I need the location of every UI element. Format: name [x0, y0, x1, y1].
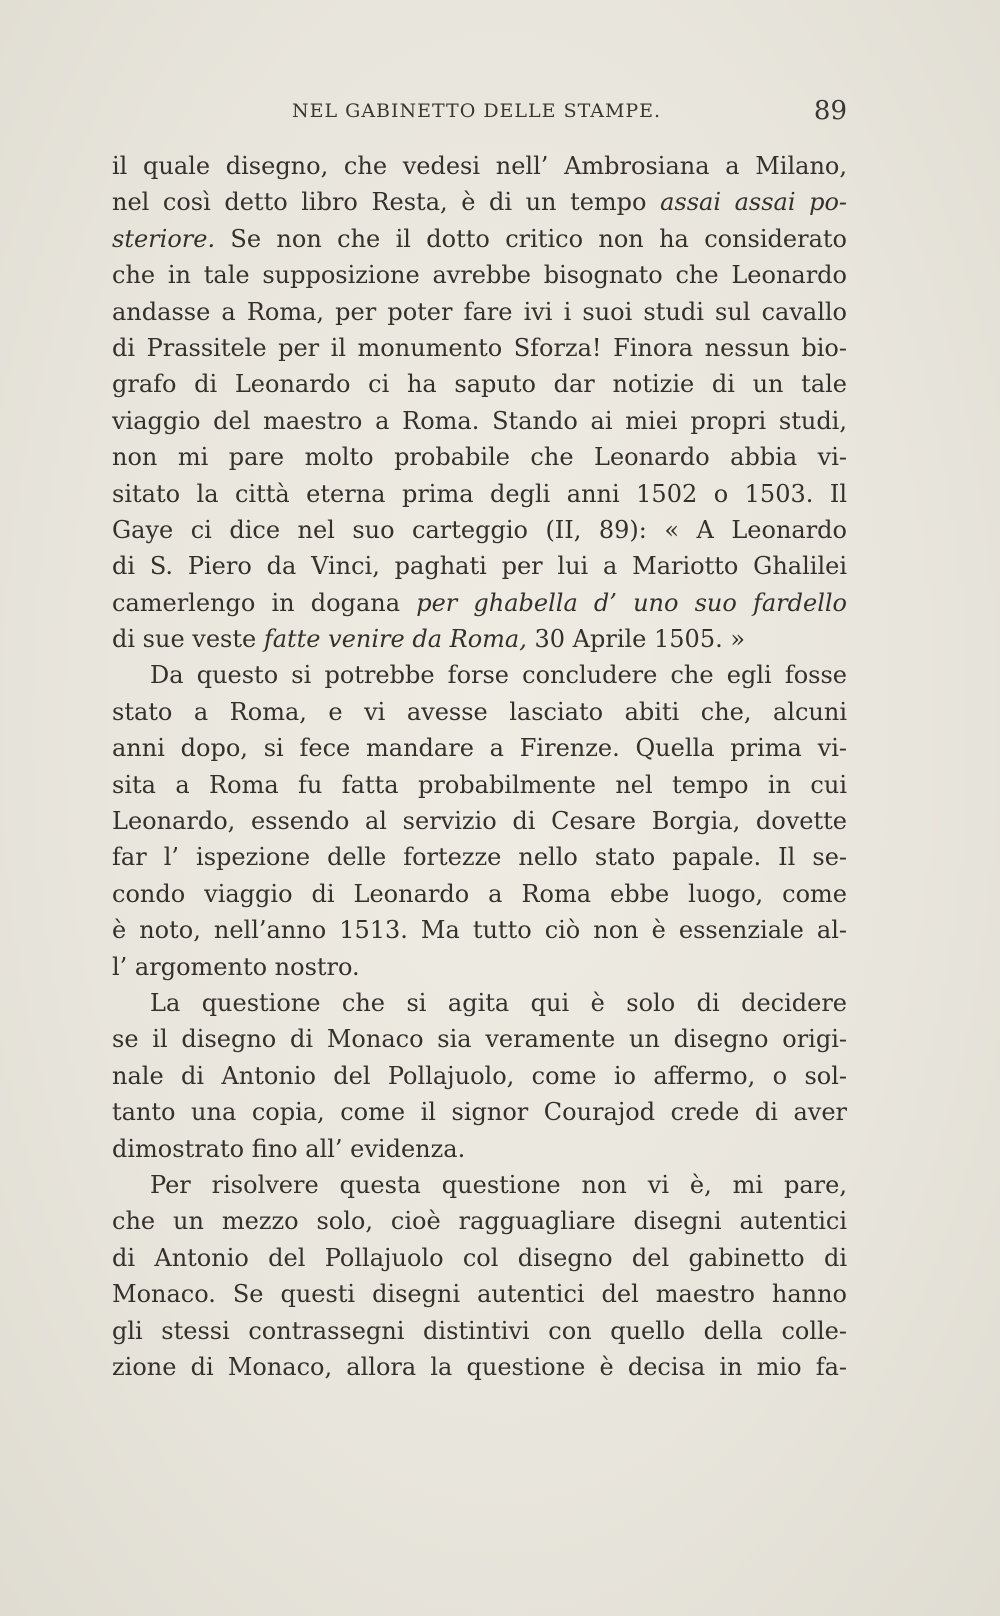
text-line: [112, 257, 847, 293]
text-line: [112, 839, 847, 875]
text-segment: anni dopo, si fece mandare a Firenze. Quella prima vi-: [112, 734, 847, 763]
text-segment: che in tale supposizione avrebbe bisognato che Leonardo: [112, 261, 847, 290]
text-line: [112, 657, 847, 693]
text-line: [112, 912, 847, 948]
running-head: NEL GABINETTO DELLE STAMPE.: [292, 100, 662, 122]
text-segment: se il disegno di Monaco sia veramente un disegno origi-: [112, 1025, 847, 1054]
text-line: [112, 876, 847, 912]
text-segment: sitato la città eterna prima degli anni 1502 o 1503. Il: [112, 479, 847, 508]
text-line: [112, 366, 847, 402]
page-header: [112, 96, 847, 130]
text-segment: Gaye ci dice nel suo carteggio (II, 89): « A Leonardo: [112, 515, 847, 544]
text-segment: nale di Antonio del Pollajuolo, come io affermo, o sol-: [112, 1061, 847, 1090]
text-line: [112, 1203, 847, 1239]
text-line: [112, 330, 847, 366]
text-segment: viaggio del maestro a Roma. Stando ai miei propri studi,: [112, 406, 847, 435]
text-segment: tanto una copia, come il signor Courajod crede di aver: [112, 1098, 847, 1127]
text-line: [112, 621, 847, 657]
text-line: [112, 1021, 847, 1057]
text-segment: di sue veste: [112, 625, 264, 654]
italic-text: steriore.: [112, 224, 216, 253]
text-line: [112, 803, 847, 839]
italic-text: assai assai po-: [660, 188, 847, 217]
text-segment: di Antonio del Pollajuolo col disegno del gabinetto di: [112, 1243, 847, 1272]
text-segment: è noto, nell’anno 1513. Ma tutto ciò non è essenziale al-: [112, 916, 847, 945]
text-line: [112, 221, 847, 257]
text-line: [112, 1094, 847, 1130]
text-segment: La questione che si agita qui è solo di decidere: [150, 988, 847, 1017]
text-segment: stato a Roma, e vi avesse lasciato abiti che, alcuni: [112, 697, 847, 726]
text-segment: nel così detto libro Resta, è di un tempo: [112, 188, 661, 217]
text-line: [112, 1131, 847, 1167]
body-text: [112, 148, 847, 1385]
text-segment: andasse a Roma, per poter fare ivi i suoi studi sul cavallo: [112, 297, 847, 326]
text-segment: il quale disegno, che vedesi nell’ Ambrosiana a Milano,: [112, 152, 847, 180]
text-segment: far l’ ispezione delle fortezze nello stato papale. Il se-: [112, 843, 847, 872]
text-segment: 30 Aprile 1505. »: [526, 625, 746, 654]
text-line: [112, 585, 847, 621]
text-line: [112, 767, 847, 803]
text-line: [112, 1240, 847, 1276]
text-line: [112, 294, 847, 330]
text-segment: Monaco. Se questi disegni autentici del maestro hanno: [112, 1280, 847, 1309]
text-line: [112, 512, 847, 548]
text-line: [112, 403, 847, 439]
text-segment: l’ argomento nostro.: [112, 952, 360, 981]
text-segment: sita a Roma fu fatta probabilmente nel tempo in cui: [112, 770, 847, 799]
text-segment: dimostrato fino all’ evidenza.: [112, 1134, 466, 1163]
text-line: [112, 548, 847, 584]
text-line: [112, 439, 847, 475]
page-number: 89: [813, 96, 847, 126]
text-line: [112, 730, 847, 766]
text-line: [112, 1058, 847, 1094]
text-segment: gli stessi contrassegni distintivi con quello della colle-: [112, 1316, 847, 1345]
text-segment: non mi pare molto probabile che Leonardo abbia vi-: [112, 443, 847, 472]
text-line: [112, 148, 847, 184]
text-segment: zione di Monaco, allora la questione è decisa in mio fa-: [112, 1352, 847, 1381]
text-line: [112, 694, 847, 730]
text-segment: condo viaggio di Leonardo a Roma ebbe luogo, come: [112, 879, 847, 908]
text-segment: Da questo si potrebbe forse concludere che egli fosse: [150, 661, 847, 690]
text-segment: Per risolvere questa questione non vi è, mi pare,: [150, 1170, 847, 1199]
text-line: [112, 1313, 847, 1349]
italic-text: per ghabella d’ uno suo fardello: [416, 588, 847, 617]
text-segment: camerlengo in dogana: [112, 588, 417, 617]
text-segment: che un mezzo solo, cioè ragguagliare disegni autentici: [112, 1207, 847, 1236]
text-line: [112, 184, 847, 220]
text-line: [112, 1276, 847, 1312]
text-segment: grafo di Leonardo ci ha saputo dar notizie di un tale: [112, 370, 847, 399]
text-segment: di S. Piero da Vinci, paghati per lui a Mariotto Ghalilei: [112, 552, 847, 581]
text-line: [112, 985, 847, 1021]
text-line: [112, 1167, 847, 1203]
text-segment: Leonardo, essendo al servizio di Cesare Borgia, dovette: [112, 807, 847, 836]
text-line: [112, 476, 847, 512]
text-line: [112, 949, 847, 985]
text-segment: Se non che il dotto critico non ha considerato: [215, 224, 847, 253]
text-segment: di Prassitele per il monumento Sforza! Finora nessun bio-: [112, 333, 847, 362]
text-line: [112, 1349, 847, 1385]
italic-text: fatte venire da Roma,: [263, 625, 527, 654]
